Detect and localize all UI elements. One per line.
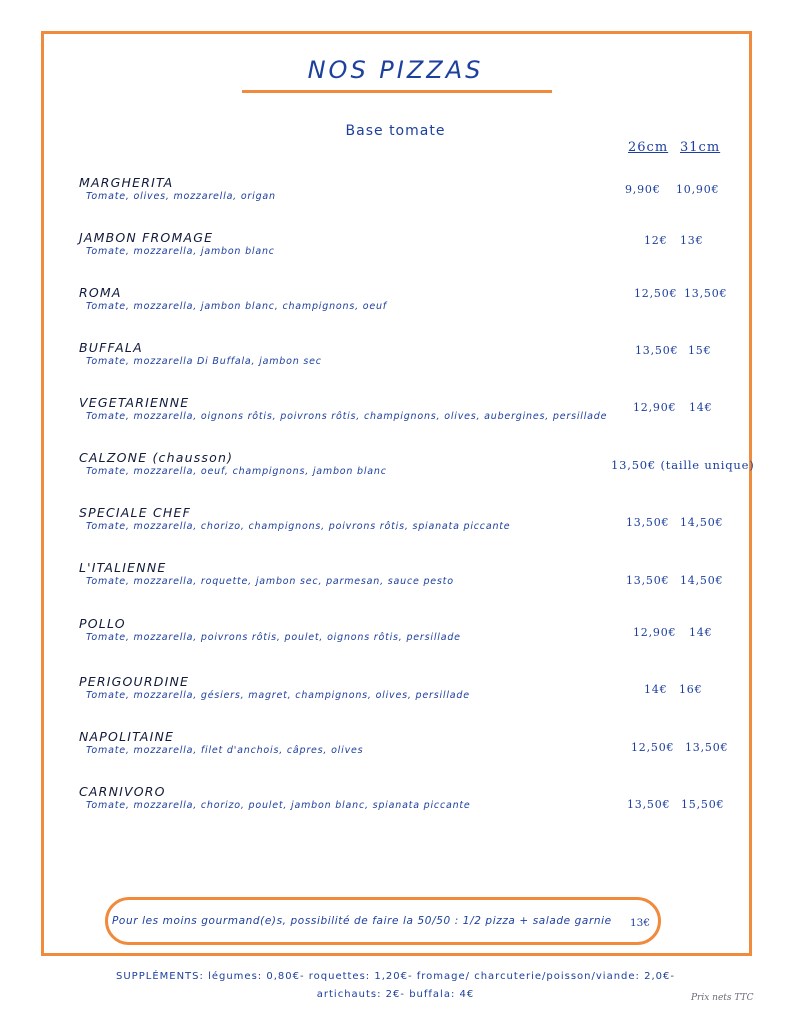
price-26cm: 13,50€ — [627, 798, 671, 811]
pizza-name: BUFFALA — [79, 340, 143, 355]
price-31cm: 13,50€ — [685, 741, 729, 754]
pizza-description: Tomate, mozzarella, jambon blanc, champignons, oeuf — [86, 301, 387, 312]
pizza-name: MARGHERITA — [79, 175, 174, 190]
pizza-description: Tomate, mozzarella Di Buffala, jambon sec — [86, 356, 322, 367]
price-26cm: 14€ — [644, 683, 668, 696]
pizza-description: Tomate, mozzarella, chorizo, poulet, jambon blanc, spianata piccante — [86, 800, 471, 811]
prices-note: Prix nets TTC — [691, 993, 754, 1003]
price-26cm: 13,50€ — [626, 516, 670, 529]
price-31cm: 14,50€ — [680, 574, 724, 587]
price-single-size: 13,50€ (taille unique) — [611, 458, 755, 472]
supplements-line-1: SUPPLÉMENTS: légumes: 0,80€- roquettes: 1,20€- fromage/ charcuterie/poisson/viande: 2,0€- — [116, 971, 675, 982]
page-title: NOS PIZZAS — [307, 56, 484, 84]
price-31cm: 14,50€ — [680, 516, 724, 529]
pizza-description: Tomate, mozzarella, roquette, jambon sec, parmesan, sauce pesto — [86, 576, 454, 587]
pizza-name: POLLO — [79, 616, 126, 631]
pizza-name: SPECIALE CHEF — [79, 505, 191, 520]
price-31cm: 15,50€ — [681, 798, 725, 811]
pizza-name: L'ITALIENNE — [79, 560, 167, 575]
pizza-description: Tomate, mozzarella, jambon blanc — [86, 246, 275, 257]
price-31cm: 10,90€ — [676, 183, 720, 196]
pizza-description: Tomate, olives, mozzarella, origan — [86, 191, 276, 202]
offer-text: Pour les moins gourmand(e)s, possibilité de faire la 50/50 : 1/2 pizza + salade garnie — [112, 915, 612, 927]
offer-price: 13€ — [630, 917, 651, 929]
title-underline — [242, 90, 552, 93]
price-26cm: 12,50€ — [634, 287, 678, 300]
pizza-name: JAMBON FROMAGE — [79, 230, 214, 245]
size-header-26cm: 26cm — [628, 140, 669, 155]
pizza-name: PERIGOURDINE — [79, 674, 190, 689]
pizza-description: Tomate, mozzarella, oignons rôtis, poivrons rôtis, champignons, olives, aubergines, persillade — [86, 411, 608, 422]
price-26cm: 12€ — [644, 234, 668, 247]
price-26cm: 12,50€ — [631, 741, 675, 754]
price-26cm: 13,50€ — [635, 344, 679, 357]
menu-frame — [41, 31, 752, 956]
pizza-name: VEGETARIENNE — [79, 395, 190, 410]
price-26cm: 13,50€ — [626, 574, 670, 587]
price-31cm: 14€ — [689, 626, 713, 639]
pizza-description: Tomate, mozzarella, oeuf, champignons, jambon blanc — [86, 466, 387, 477]
price-26cm: 12,90€ — [633, 401, 677, 414]
price-31cm: 16€ — [679, 683, 703, 696]
price-26cm: 12,90€ — [633, 626, 677, 639]
price-31cm: 13,50€ — [684, 287, 728, 300]
pizza-name: CALZONE (chausson) — [79, 450, 234, 465]
supplements-line-2: artichauts: 2€- buffala: 4€ — [316, 989, 475, 1000]
size-header-31cm: 31cm — [680, 140, 721, 155]
pizza-name: ROMA — [79, 285, 122, 300]
price-31cm: 15€ — [688, 344, 712, 357]
pizza-description: Tomate, mozzarella, chorizo, champignons, poivrons rôtis, spianata piccante — [86, 521, 511, 532]
price-31cm: 14€ — [689, 401, 713, 414]
price-26cm: 9,90€ — [625, 183, 661, 196]
pizza-description: Tomate, mozzarella, gésiers, magret, champignons, olives, persillade — [86, 690, 470, 701]
pizza-name: CARNIVORO — [79, 784, 166, 799]
section-subtitle: Base tomate — [345, 123, 446, 139]
pizza-description: Tomate, mozzarella, poivrons rôtis, poulet, oignons rôtis, persillade — [86, 632, 461, 643]
pizza-description: Tomate, mozzarella, filet d'anchois, câpres, olives — [86, 745, 364, 756]
price-31cm: 13€ — [680, 234, 704, 247]
pizza-name: NAPOLITAINE — [79, 729, 175, 744]
